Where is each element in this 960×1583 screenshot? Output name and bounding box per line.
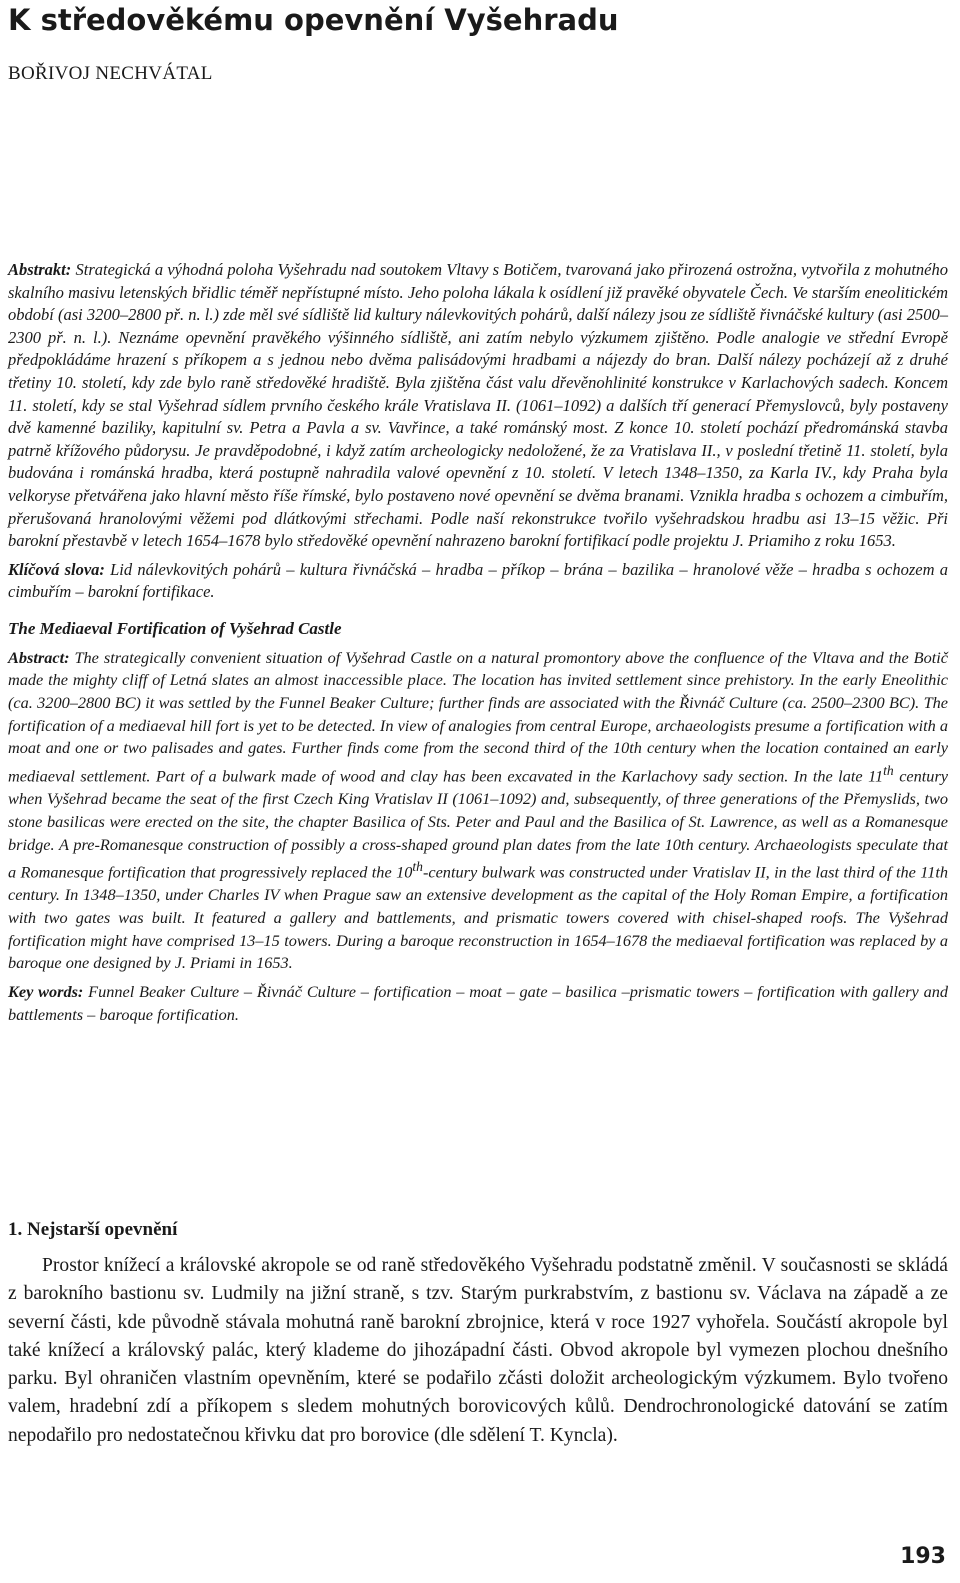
abstract-en-text-1: The strategically convenient situation of Vyšehrad Castle on a natural promontory above the confluence of the Vltava and the Botič made the mighty cliff of Letná slates an almost inaccessible place. The location has invited settlement since prehistory. In the early Eneolithic (ca. 3200–2800 BC) it was settled by the Funnel Beaker Culture; further finds are associated with the Řivnáč Culture (ca. 2500–2300 BC). The fortification of a mediaeval hill fort is yet to be detected. In view of analogies from central Europe, archaeologists presume a fortification with a moat and one or two palisades and gates. Further finds come from the second third of the 10th century when the location contained an early mediaeval settlement. Part of a bulwark made of wood and clay has been excavated in the Karlachovy sady section. In the late 11 bbox=[8, 647, 948, 786]
abstract-cs-text: Strategická a výhodná poloha Vyšehradu nad soutokem Vltavy s Botičem, tvarovaná jako přirozená ostrožna, vytvořila z mohutného skalního masivu letenských břidlic téměř nepřístupné místo. Jeho poloha lákala k osídlení již pravěké obyvatele Čech. Ve starším eneolitickém období (asi 3200–2800 př. n. l.) zde měl své sídliště lid kultury nálevkovitých pohárů, další nálezy jsou ze sídliště řivnáčské kultury (asi 2500–2300 př. n. l.). Neznáme opevnění pravěkého výšinného sídliště, ani zatím nebylo výzkumem zjištěno. Podle analogie ve střední Evropě předpokládáme hrazení s příkopem a s jednou nebo dvěma palisádovými hradbami a nájezdy do bran. Další nálezy pocházejí až z druhé třetiny 10. století, kdy zde bylo raně středověké hradiště. Byla zjištěna část valu dřevěnohlinité konstrukce v Karlachových sadech. Koncem 11. století, kdy se stal Vyšehrad sídlem prvního českého krále Vratislava II. (1061–1092) a dalších tří generací Přemyslovců, byly postaveny dvě kamenné baziliky, kapitulní sv. Petra a Pavla a sv. Vavřince, a také románský most. Z konce 10. století pochází předrománská stavba patrně křížového půdorysu. Je pravděpodobné, i když zatím archeologicky nedoložené, že za Vratislava II., v poslední třetině 11. století, byla budována i románská hradba, která postupně nahradila valové opevnění z 10. století. V letech 1348–1350, za Karla IV., kdy Praha byla velkoryse přetvářena jako hlavní město říše římské, bylo postaveno nové opevnění se dvěma branami. Vznikla hradba s ochozem a cimbuřím, přerušovaná hranolovými věžemi pod dlátkovými střechami. Podle naší rekonstrukce tvořilo vyšehradskou hradbu asi 13–15 věžic. Při barokní přestavbě v letech 1654–1678 bylo středověké opevnění nahrazeno barokní fortifikací podle projektu J. Priamiho z roku 1653. bbox=[8, 260, 948, 551]
article-title: K středověkému opevnění Vyšehradu bbox=[8, 3, 619, 37]
english-title: The Mediaeval Fortification of Vyšehrad Castle bbox=[8, 618, 342, 638]
keywords-en-label: Key words: bbox=[8, 982, 84, 1002]
abstract-en-label: Abstract: bbox=[8, 647, 70, 667]
abstract-cs bbox=[8, 259, 948, 553]
superscript-th-1: th bbox=[883, 763, 894, 779]
section-heading: 1. Nejstarší opevnění bbox=[8, 1219, 178, 1240]
keywords-cs-text: Lid nálevkovitých pohárů – kultura řivnáčská – hradba – příkop – brána – bazilika – hranolové věže – hradba s ochozem a cimbuřím – barokní fortifikace. bbox=[8, 559, 948, 602]
keywords-cs bbox=[8, 559, 948, 604]
keywords-cs-label: Klíčová slova: bbox=[8, 559, 105, 579]
abstract-en-text-3: -century bulwark was constructed under Vratislav II, in the last third of the 11th century. In 1348–1350, under Charles IV when Prague saw an extensive development as the capital of the Holy Roman Empire, a fortification with two gates was built. It featured a gallery and battlements, and prismatic towers covered with chisel-shaped roofs. The Vyšehrad fortification might have comprised 13–15 towers. During a baroque reconstruction in 1654–1678 the mediaeval fortification was replaced by a baroque one designed by J. Priami in 1653. bbox=[8, 862, 948, 973]
keywords-en-text: Funnel Beaker Culture – Řivnáč Culture – fortification – moat – gate – basilica –prismatic towers – fortification with gallery and battlements – baroque fortification. bbox=[8, 982, 948, 1024]
page-number: 193 bbox=[900, 1544, 946, 1569]
author-name: BOŘIVOJ NECHVÁTAL bbox=[8, 63, 213, 84]
abstract-block bbox=[8, 259, 948, 1033]
superscript-th-2: th bbox=[412, 859, 423, 875]
abstract-en bbox=[8, 647, 948, 976]
abstract-en-text-2: century when Vyšehrad became the seat of the first Czech King Vratislav II (1061–1092) and, subsequently, of three generations of the Přemyslids, two stone basilicas were erected on the site, the chapter Basilica of Sts. Peter and Paul and the Basilica of St. Lawrence, as well as a Romanesque bridge. A pre-Romanesque construction of possibly a cross-shaped ground plan dates from the late 10th century. Archaeologists speculate that a Romanesque fortification that progressively replaced the 10 bbox=[8, 766, 949, 882]
keywords-en bbox=[8, 981, 948, 1026]
abstract-cs-label: Abstrakt: bbox=[8, 260, 72, 279]
section-paragraph: Prostor knížecí a královské akropole se od raně středověkého Vyšehradu podstatně změnil. V současnosti se skládá z barokního bastionu sv. Ludmily na jižní straně, s tzv. Starým purkrabstvím, z bastionu sv. Václava na západě a ze severní části, kde původně stávala mohutná raně barokní zbrojnice, která v roce 1927 vyhořela. Součástí akropole byl také knížecí a královský palác, který klademe do jihozápadní části. Obvod akropole byl vymezen plochou dnešního parku. Byl ohraničen vlastním opevněním, které se podařilo zčásti doložit archeologickým výzkumem. Bylo tvořeno valem, hradební zdí a příkopem s sledem mohutných borovicových kůlů. Dendrochronologické datování se zatím nepodařilo pro nedostatečnou křivku dat pro borovice (dle sdělení T. Kyncla). bbox=[8, 1255, 948, 1446]
